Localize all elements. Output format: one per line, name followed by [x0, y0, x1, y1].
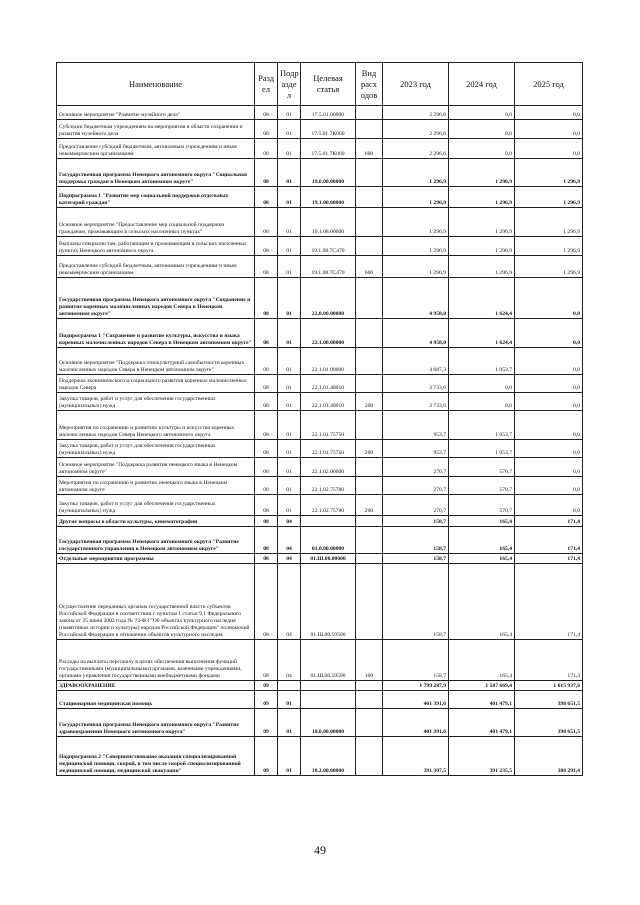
- cell-target: 19.1.08.7С470: [301, 237, 356, 256]
- table-row: [57, 237, 583, 256]
- cell-exptype: [356, 120, 383, 139]
- table-row: [57, 458, 583, 477]
- cell-section: 08: [255, 319, 278, 348]
- cell-2023: 1 296,9: [383, 187, 449, 208]
- cell-2025: 0,0: [515, 375, 583, 393]
- cell-2023: 4 687,3: [383, 348, 449, 375]
- cell-exptype: 600: [356, 256, 383, 278]
- cell-name: Выплаты специалистам, работающим и проживающим в сельских населенных пунктах Ненецкого автономного округа: [57, 237, 255, 256]
- cell-name: Закупка товаров, работ и услуг для обеспечения государственных (муниципальных) нужд: [57, 495, 255, 516]
- cell-2024: 0,0: [449, 375, 515, 393]
- cell-exptype: [356, 187, 383, 208]
- cell-name: Осуществление переданных органам государственной власти субъектов Российской Федерации в соответствии с пунктом 1 статьи 9.1 Федерального закона от 25 июня 2002 года № 73-ФЗ "Об объектах культурного наследия (памятниках истории и культуры) народов Российской Федерации" полномочий Российской Федерации в отношении объектов культурного наследия: [57, 564, 255, 640]
- cell-section: 08: [255, 564, 278, 640]
- cell-section: 08: [255, 393, 278, 411]
- cell-2025: 1 296,9: [515, 256, 583, 278]
- cell-exptype: [356, 458, 383, 477]
- cell-2023: 158,7: [383, 527, 449, 554]
- cell-exptype: [356, 737, 383, 776]
- cell-name: Государственная программа Ненецкого автономного округа "Развитие здравоохранения Ненецкого автономного округа": [57, 709, 255, 737]
- cell-subsection: 01: [278, 106, 301, 120]
- cell-exptype: [356, 106, 383, 120]
- cell-2024: 1 296,9: [449, 256, 515, 278]
- cell-2024: 1 053,7: [449, 440, 515, 458]
- cell-section: 08: [255, 477, 278, 495]
- cell-2025: 0,0: [515, 106, 583, 120]
- cell-2023: 158,7: [383, 554, 449, 564]
- cell-subsection: 01: [278, 495, 301, 516]
- cell-2024: 0,0: [449, 106, 515, 120]
- cell-subsection: 01: [278, 411, 301, 440]
- cell-section: 08: [255, 375, 278, 393]
- cell-name: Отдельные мероприятия программы: [57, 554, 255, 564]
- cell-section: 09: [255, 681, 278, 691]
- cell-2023: 3 733,6: [383, 375, 449, 393]
- cell-2023: 3 733,6: [383, 393, 449, 411]
- cell-exptype: [356, 375, 383, 393]
- cell-exptype: [356, 681, 383, 691]
- cell-name: Основное мероприятие "Предоставление мер социальной поддержки гражданам, проживающим в сельских населенных пунктах": [57, 208, 255, 237]
- cell-section: 08: [255, 106, 278, 120]
- cell-2025: 171,4: [515, 554, 583, 564]
- cell-exptype: [356, 554, 383, 564]
- header-exptype: Вид расх одов: [356, 63, 383, 106]
- cell-name: Основное мероприятие "Развитие музейного дела": [57, 106, 255, 120]
- table-row: [57, 554, 583, 564]
- cell-2025: 1 296,9: [515, 208, 583, 237]
- table-row: [57, 139, 583, 159]
- cell-exptype: [356, 208, 383, 237]
- cell-section: 08: [255, 640, 278, 681]
- header-subsection: Подр азде л: [278, 63, 301, 106]
- cell-section: 08: [255, 159, 278, 187]
- cell-2025: 388 291,4: [515, 737, 583, 776]
- cell-section: 08: [255, 187, 278, 208]
- cell-2023: 158,7: [383, 516, 449, 527]
- cell-target: 22.1.01.00000: [301, 348, 356, 375]
- table-row: [57, 440, 583, 458]
- cell-section: 08: [255, 208, 278, 237]
- cell-2025: 0,0: [515, 348, 583, 375]
- cell-2023: 401 391,6: [383, 691, 449, 709]
- cell-target: 22.1.01.75750: [301, 440, 356, 458]
- cell-2025: 0,0: [515, 411, 583, 440]
- cell-2023: 953,7: [383, 411, 449, 440]
- cell-exptype: [356, 691, 383, 709]
- table-row: [57, 709, 583, 737]
- cell-2025: 0,0: [515, 139, 583, 159]
- cell-target: 01.Ш.00.00000: [301, 554, 356, 564]
- table-row: [57, 256, 583, 278]
- cell-2025: 171,4: [515, 640, 583, 681]
- table-row: [57, 681, 583, 691]
- cell-2024: 1 296,9: [449, 237, 515, 256]
- table-row: [57, 120, 583, 139]
- cell-2023: 1 296,9: [383, 159, 449, 187]
- cell-name: Поддержка экономического и социального развития коренных малочисленных народов Севера: [57, 375, 255, 393]
- cell-2025: 0,0: [515, 495, 583, 516]
- cell-exptype: 200: [356, 393, 383, 411]
- cell-2024: 0,0: [449, 393, 515, 411]
- cell-2024: 1 624,4: [449, 319, 515, 348]
- table-body: [57, 106, 583, 776]
- cell-section: 08: [255, 237, 278, 256]
- cell-2023: 2 296,6: [383, 139, 449, 159]
- cell-2023: 270,7: [383, 495, 449, 516]
- cell-2023: 270,7: [383, 477, 449, 495]
- cell-subsection: 01: [278, 319, 301, 348]
- cell-subsection: 01: [278, 187, 301, 208]
- cell-2024: 1 587 669,4: [449, 681, 515, 691]
- cell-section: 08: [255, 139, 278, 159]
- table-row: [57, 516, 583, 527]
- cell-2024: 401 479,1: [449, 691, 515, 709]
- cell-subsection: 01: [278, 440, 301, 458]
- cell-2023: 1 296,9: [383, 208, 449, 237]
- cell-section: 08: [255, 348, 278, 375]
- cell-2023: 391 307,5: [383, 737, 449, 776]
- cell-2025: 1 615 937,6: [515, 681, 583, 691]
- cell-2025: 0,0: [515, 458, 583, 477]
- cell-exptype: 200: [356, 495, 383, 516]
- cell-2025: 1 296,9: [515, 237, 583, 256]
- cell-2025: 1 296,9: [515, 187, 583, 208]
- cell-2024: 1 296,9: [449, 187, 515, 208]
- cell-subsection: 04: [278, 640, 301, 681]
- cell-exptype: [356, 411, 383, 440]
- page-number: 49: [314, 843, 326, 857]
- cell-target: 19.1.00.00000: [301, 187, 356, 208]
- cell-target: [301, 681, 356, 691]
- header-target: Целевая статья: [301, 63, 356, 106]
- table-row: [57, 208, 583, 237]
- cell-exptype: [356, 237, 383, 256]
- cell-exptype: [356, 564, 383, 640]
- cell-2025: 171,4: [515, 516, 583, 527]
- cell-2025: 0,0: [515, 120, 583, 139]
- cell-subsection: 01: [278, 458, 301, 477]
- cell-target: 22.1.00.00000: [301, 319, 356, 348]
- cell-2023: 2 296,6: [383, 120, 449, 139]
- cell-2024: 165,4: [449, 516, 515, 527]
- cell-exptype: [356, 477, 383, 495]
- cell-2023: 158,7: [383, 564, 449, 640]
- cell-section: 09: [255, 737, 278, 776]
- table-row: [57, 319, 583, 348]
- header-2025: 2025 год: [515, 63, 583, 106]
- cell-section: 09: [255, 709, 278, 737]
- cell-name: Закупка товаров, работ и услуг для обеспечения государственных (муниципальных) нужд: [57, 393, 255, 411]
- cell-subsection: 01: [278, 278, 301, 319]
- cell-subsection: 01: [278, 256, 301, 278]
- cell-2023: 1 799 287,9: [383, 681, 449, 691]
- table-row: [57, 495, 583, 516]
- cell-target: 22.1.02.75780: [301, 495, 356, 516]
- cell-2024: 570,7: [449, 458, 515, 477]
- cell-subsection: 01: [278, 139, 301, 159]
- cell-subsection: 04: [278, 564, 301, 640]
- header-2023: 2023 год: [383, 63, 449, 106]
- table-row: [57, 737, 583, 776]
- cell-2024: 1 624,4: [449, 278, 515, 319]
- cell-name: Мероприятия по сохранению и развитию культуры и искусства коренных малочисленных народов Севера Ненецкого автономного округа: [57, 411, 255, 440]
- table-row: [57, 393, 583, 411]
- cell-2023: 401 391,6: [383, 709, 449, 737]
- cell-2023: 158,7: [383, 640, 449, 681]
- cell-target: [301, 516, 356, 527]
- cell-2023: 4 958,0: [383, 319, 449, 348]
- cell-name: Государственная программа Ненецкого автономного округа "Развитие государственного управления в Ненецком автономном округе": [57, 527, 255, 554]
- table-row: [57, 527, 583, 554]
- cell-target: 22.1.01.75750: [301, 411, 356, 440]
- cell-name: Субсидии бюджетным учреждениям на мероприятия в области сохранения и развития музейного дела: [57, 120, 255, 139]
- cell-2024: 570,7: [449, 495, 515, 516]
- table-row: [57, 691, 583, 709]
- cell-2024: 165,4: [449, 564, 515, 640]
- cell-section: 08: [255, 458, 278, 477]
- cell-2024: 1 053,7: [449, 348, 515, 375]
- cell-2025: 0,0: [515, 319, 583, 348]
- cell-target: 01.Ш.00.59500: [301, 640, 356, 681]
- cell-section: 08: [255, 527, 278, 554]
- cell-exptype: [356, 527, 383, 554]
- cell-subsection: 01: [278, 237, 301, 256]
- cell-name: Расходы на выплаты персоналу в целях обеспечения выполнения функций государственными (муниципальными) органами, казенными учреждениями, органами управления государственными внебюджетными фондами: [57, 640, 255, 681]
- table-row: [57, 375, 583, 393]
- cell-2025: 398 651,5: [515, 709, 583, 737]
- budget-table: [56, 62, 583, 776]
- cell-target: 18.0.00.00000: [301, 709, 356, 737]
- table-row: [57, 564, 583, 640]
- cell-exptype: [356, 159, 383, 187]
- cell-name: Государственная программа Ненецкого автономного округа "Социальная поддержка граждан в Ненецком автономном округе": [57, 159, 255, 187]
- cell-2024: 0,0: [449, 139, 515, 159]
- cell-2024: 401 479,1: [449, 709, 515, 737]
- cell-2023: 2 296,6: [383, 106, 449, 120]
- cell-subsection: 04: [278, 527, 301, 554]
- cell-target: 17.5.01.00000: [301, 106, 356, 120]
- table-row: [57, 411, 583, 440]
- cell-target: 17.5.01.7К060: [301, 139, 356, 159]
- cell-section: 08: [255, 411, 278, 440]
- cell-2024: 0,0: [449, 120, 515, 139]
- cell-target: 17.5.01.7К060: [301, 120, 356, 139]
- cell-2025: 0,0: [515, 440, 583, 458]
- cell-name: Государственная программа Ненецкого автономного округа "Сохранение и развитие коренных малочисленных народов Севера в Ненецком автономном округе": [57, 278, 255, 319]
- cell-section: 08: [255, 554, 278, 564]
- cell-exptype: 200: [356, 440, 383, 458]
- cell-subsection: 01: [278, 159, 301, 187]
- cell-name: ЗДРАВООХРАНЕНИЕ: [57, 681, 255, 691]
- cell-exptype: [356, 319, 383, 348]
- cell-2025: 171,4: [515, 527, 583, 554]
- cell-2023: 1 296,9: [383, 256, 449, 278]
- cell-target: 01.Ш.00.59500: [301, 564, 356, 640]
- table-row: [57, 278, 583, 319]
- cell-subsection: 01: [278, 375, 301, 393]
- table-row: [57, 159, 583, 187]
- cell-exptype: [356, 348, 383, 375]
- cell-target: 01.0.00.00000: [301, 527, 356, 554]
- table-row: [57, 348, 583, 375]
- cell-target: 19.0.00.00000: [301, 159, 356, 187]
- cell-target: 19.1.08.00000: [301, 208, 356, 237]
- cell-section: 08: [255, 440, 278, 458]
- cell-name: Закупка товаров, работ и услуг для обеспечения государственных (муниципальных) нужд: [57, 440, 255, 458]
- cell-name: Другие вопросы в области культуры, кинематографии: [57, 516, 255, 527]
- cell-subsection: 01: [278, 737, 301, 776]
- cell-subsection: 01: [278, 120, 301, 139]
- cell-subsection: 04: [278, 516, 301, 527]
- cell-2024: 570,7: [449, 477, 515, 495]
- table-row: [57, 106, 583, 120]
- cell-subsection: 04: [278, 554, 301, 564]
- cell-name: Предоставление субсидий бюджетным, автономным учреждениям и иным некоммерческим организациям: [57, 139, 255, 159]
- cell-2025: 398 651,5: [515, 691, 583, 709]
- cell-exptype: [356, 709, 383, 737]
- cell-section: 08: [255, 495, 278, 516]
- cell-2024: 165,4: [449, 554, 515, 564]
- cell-target: [301, 691, 356, 709]
- cell-name: Предоставление субсидий бюджетным, автономным учреждениям и иным некоммерческим организациям: [57, 256, 255, 278]
- cell-target: 22.1.02.00000: [301, 458, 356, 477]
- cell-section: 08: [255, 256, 278, 278]
- table-row: [57, 640, 583, 681]
- cell-subsection: 01: [278, 691, 301, 709]
- cell-subsection: [278, 681, 301, 691]
- cell-exptype: 100: [356, 640, 383, 681]
- cell-2024: 1 053,7: [449, 411, 515, 440]
- cell-name: Основное мероприятие "Поддержка развития ненецкого языка в Ненецком автономном округе": [57, 458, 255, 477]
- cell-target: 22.1.01.40010: [301, 375, 356, 393]
- cell-target: 22.0.00.00000: [301, 278, 356, 319]
- cell-subsection: 01: [278, 208, 301, 237]
- cell-subsection: 01: [278, 348, 301, 375]
- header-name: Наименование: [57, 63, 255, 106]
- cell-2024: 1 296,9: [449, 208, 515, 237]
- cell-section: 08: [255, 120, 278, 139]
- cell-2023: 4 958,0: [383, 278, 449, 319]
- cell-target: 19.1.08.7С470: [301, 256, 356, 278]
- table-header-row: [57, 63, 583, 106]
- cell-exptype: [356, 278, 383, 319]
- cell-2025: 0,0: [515, 477, 583, 495]
- cell-2024: 391 235,5: [449, 737, 515, 776]
- cell-2023: 953,7: [383, 440, 449, 458]
- cell-exptype: [356, 516, 383, 527]
- cell-2024: 165,4: [449, 640, 515, 681]
- cell-target: 18.2.00.00000: [301, 737, 356, 776]
- cell-name: Подпрограмма 1 "Развитие мер социальной поддержки отдельных категорий граждан": [57, 187, 255, 208]
- cell-2025: 1 296,9: [515, 159, 583, 187]
- header-2024: 2024 год: [449, 63, 515, 106]
- header-section: Разд ел: [255, 63, 278, 106]
- cell-section: 08: [255, 278, 278, 319]
- cell-2025: 0,0: [515, 278, 583, 319]
- table-row: [57, 477, 583, 495]
- cell-name: Подпрограмма 2 "Совершенствование оказания специализированной медицинской помощи, скорой, в том числе скорой специализированной медицинской помощи, медицинской эвакуации": [57, 737, 255, 776]
- cell-subsection: 01: [278, 393, 301, 411]
- cell-name: Подпрограмма 1 "Сохранение и развитие культуры, искусства и языка коренных малочисленных народов Севера в Ненецком автономном округе": [57, 319, 255, 348]
- cell-2023: 270,7: [383, 458, 449, 477]
- cell-target: 22.1.01.40010: [301, 393, 356, 411]
- cell-section: 08: [255, 516, 278, 527]
- cell-name: Стационарная медицинская помощь: [57, 691, 255, 709]
- table-row: [57, 187, 583, 208]
- cell-2024: 165,4: [449, 527, 515, 554]
- cell-2023: 1 296,9: [383, 237, 449, 256]
- cell-name: Основное мероприятие "Поддержка этнокультурной самобытности коренных малочисленных народов Севера в Ненецком автономном округе": [57, 348, 255, 375]
- cell-name: Мероприятия по сохранению и развитию ненецкого языка в Ненецком автономном округе: [57, 477, 255, 495]
- cell-section: 09: [255, 691, 278, 709]
- cell-subsection: 01: [278, 477, 301, 495]
- cell-subsection: 01: [278, 709, 301, 737]
- cell-exptype: 600: [356, 139, 383, 159]
- cell-2024: 1 296,9: [449, 159, 515, 187]
- cell-2025: 0,0: [515, 393, 583, 411]
- cell-target: 22.1.02.75780: [301, 477, 356, 495]
- cell-2025: 171,4: [515, 564, 583, 640]
